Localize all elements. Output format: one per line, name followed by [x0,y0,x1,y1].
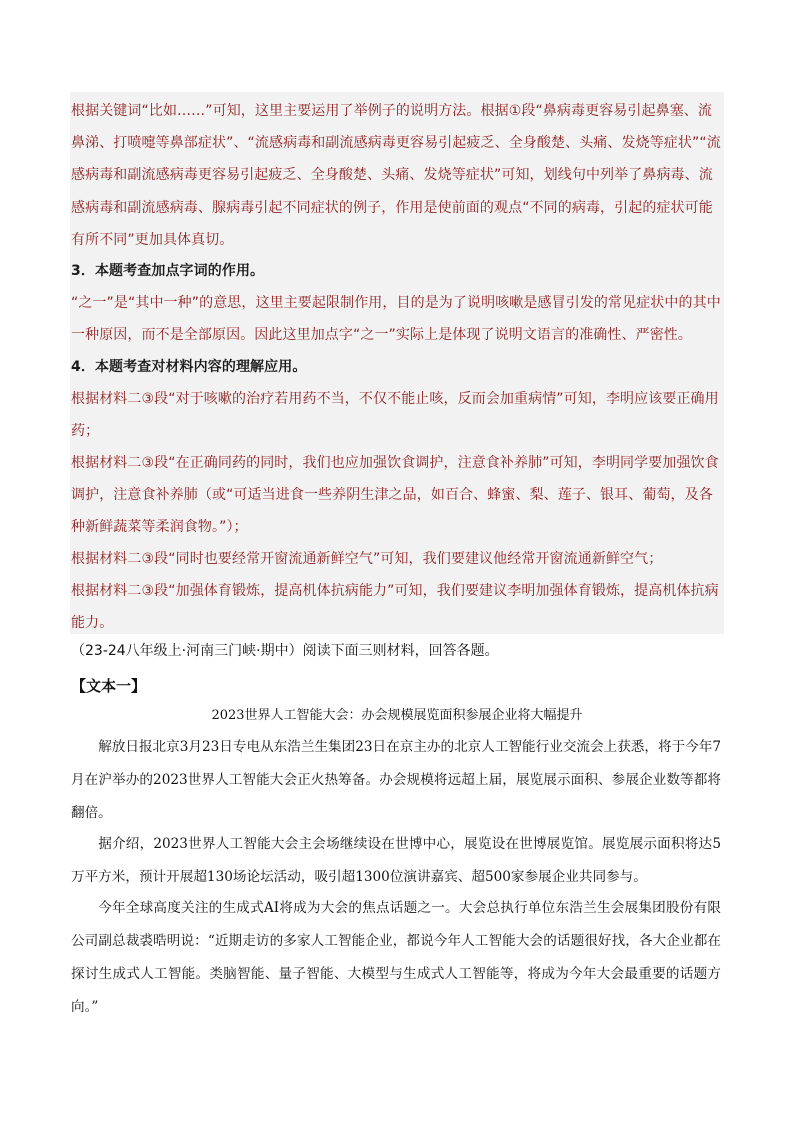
article-title: 2023世界人工智能大会：办会规模展览面积参展企业将大幅提升 [211,708,583,723]
answer-q2-body: 根据关键词“比如……”可知，这里主要运用了举例子的说明方法。根据①段“鼻病毒更容易引起鼻塞、流鼻涕、打喷嚏等鼻部症状”、“流感病毒和副流感病毒更容易引起疲乏、全身酸楚、头痛、发烧等症状”“流感病毒和副流感病毒更容易引起疲乏、全身酸楚、头痛、发烧等症状”可知，划线句中列举了鼻病毒、流感病毒和副流感病毒、腺病毒引起不同症状的例子，作用是使前面的观点“不同的病毒，引起的症状可能有所不同”更加具体真切。 [71,103,721,248]
text1-heading: 【文本一】 [71,677,147,695]
answer-q4-point-3: 根据材料二③段“同时也要经常开窗流通新鲜空气”可知，我们要建议他经常开窗流通新鲜空气； [71,551,663,567]
article-paragraph-1: 解放日报北京3月23日专电从东浩兰生集团23日在京主办的北京人工智能行业交流会上获悉，将于今年7月在沪举办的2023世界人工智能大会正火热筹备。办会规模将远超上届，展览展示面积、参展企业数等都将翻倍。 [71,739,722,821]
answer-q4-heading: 4．本题考查对材料内容的理解应用。 [71,359,307,375]
answer-q3-body: “之一”是“其中一种”的意思，这里主要起限制作用，目的是为了说明咳嗽是感冒引发的常见症状中的其中一种原因，而不是全部原因。因此这里加点字“之一”实际上是体现了说明文语言的准确性、严密性。 [71,295,721,344]
answer-q4-point-2: 根据材料二③段“在正确同药的同时，我们也应加强饮食调护，注意食补养肺”可知，李明同学要加强饮食调护，注意食补养肺（或“可适当进食一些养阴生津之品，如百合、蜂蜜、梨、莲子、银耳、葡萄，及各种新鲜蔬菜等柔润食物。”）； [71,455,719,536]
answer-q4-point-4: 根据材料二③段“加强体育锻炼，提高机体抗病能力”可知，我们要建议李明加强体育锻炼，提高机体抗病能力。 [71,583,719,632]
answer-q4-point-1: 根据材料二③段“对于咳嗽的治疗若用药不当，不仅不能止咳，反而会加重病情”可知，李明应该要正确用药； [71,391,719,440]
article-paragraph-3: 今年全球高度关注的生成式AI将成为大会的焦点话题之一。大会总执行单位东浩兰生会展集团股份有限公司副总裁裘晧明说：“近期走访的多家人工智能企业，都说今年人工智能大会的话题很好找，各大企业都在探讨生成式人工智能。类脑智能、量子智能、大模型与生成式人工智能等，将成为今年大会最重要的话题方向。” [71,900,721,1015]
answer-q3-heading: 3．本题考查加点字词的作用。 [71,263,265,279]
article-paragraph-2: 据介绍，2023世界人工智能大会主会场继续设在世博中心，展览设在世博展览馆。展览展示面积将达5万平方米，预计开展超130场论坛活动，吸引超1300位演讲嘉宾、超500家参展企业共同参与。 [71,836,721,885]
question-source: （23-24八年级上·河南三门峡·期中）阅读下面三则材料，回答各题。 [71,643,499,659]
